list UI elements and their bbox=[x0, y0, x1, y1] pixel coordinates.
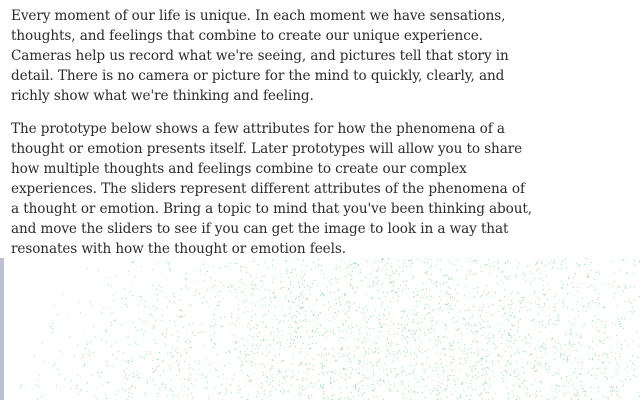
intro-paragraph: Every moment of our life is unique. In each moment we have sensations, thoughts, and feelings that combine to create our unique experience. Cameras help us record what we're seeing, and pictures tell that story in detail. There is no camera or picture for the mind to quickly, clearly, and richly show what we're thinking and feeling. bbox=[11, 8, 509, 104]
prototype-paragraph: The prototype below shows a few attributes for how the phenomena of a thought or emotion presents itself. Later prototypes will allow you to share how multiple thoughts and feelings combine to create our complex experiences. The sliders represent different attributes of the phenomena of a thought or emotion. Bring a topic to mind that you've been thinking about, and move the sliders to see if you can get the image to look in a way that resonates with how the thought or emotion feels. bbox=[11, 121, 532, 257]
particle-canvas[interactable] bbox=[4, 258, 640, 400]
article-body bbox=[11, 6, 536, 259]
emotion-visualization[interactable] bbox=[0, 258, 640, 400]
